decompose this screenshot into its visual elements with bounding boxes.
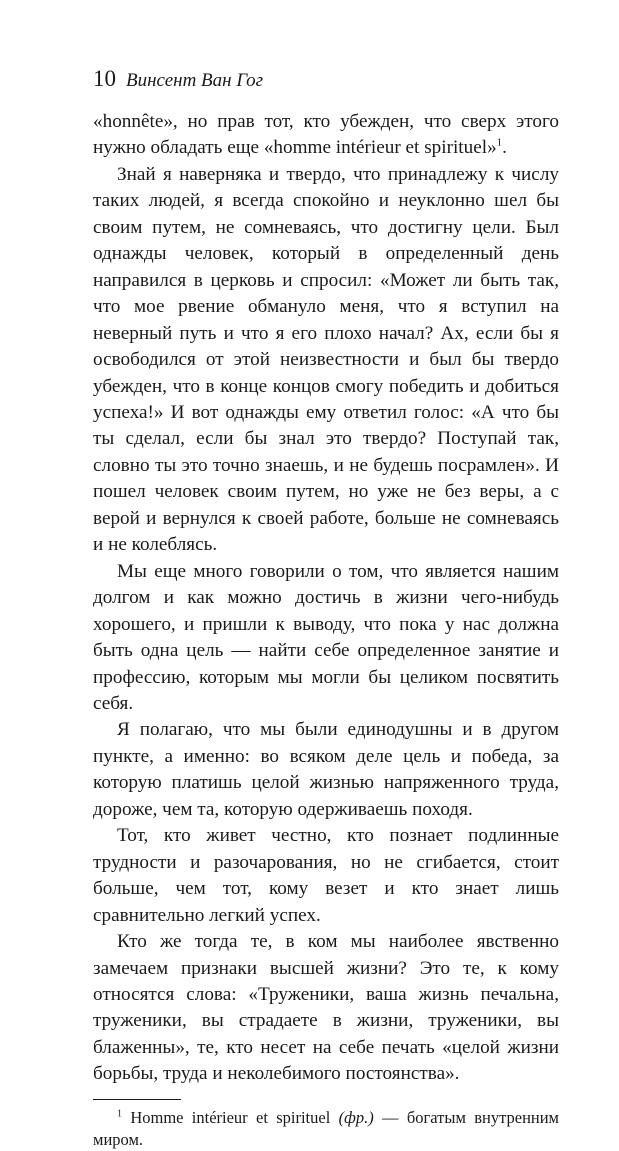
paragraph-4: Я полагаю, что мы были единодушны и в другом пункте, а именно: во всяком деле цель и победа, за которую платишь целой жизнью напряженного труда, дороже, чем та, которую одерживаешь походя. — [93, 719, 559, 820]
footnote-term: Homme intérieur et spirituel — [122, 1107, 339, 1127]
page-header — [93, 66, 559, 96]
footnote-marker: 1 — [117, 1108, 122, 1120]
paragraph-5: Тот, кто живет честно, кто познает подлинные трудности и разочарования, но не сгибается, стоит больше, чем тот, кому везет и кто знает лишь сравнительно легкий успех. — [93, 825, 559, 926]
body-text — [93, 109, 559, 1088]
footnote-language: (фр.) — [338, 1107, 374, 1127]
footnote-divider — [93, 1099, 181, 1100]
paragraph-6: Кто же тогда те, в ком мы наиболее явственно замечаем признаки высшей жизни? Это те, к кому относятся слова: «Труженики, ваша жизнь печальна, труженики, вы страдаете в жизни, труженики, вы блаженны», те, кто несет на себе печать «целой жизни борьбы, труда и неколебимого постоянства». — [93, 931, 559, 1085]
paragraph-1-text: «honnête», но прав тот, кто убежден, что сверх этого нужно обладать еще «homme intérieur et spirituel» — [93, 111, 559, 159]
footnote-reference[interactable]: 1 — [496, 137, 503, 150]
paragraph-3: Мы еще много говорили о том, что является нашим долгом и как можно достичь в жизни чего-нибудь хорошего, и пришли к выводу, что пока у нас должна быть одна цель — найти себе определенное занятие и профессию, которым мы могли бы целиком посвятить себя. — [93, 560, 559, 714]
page — [93, 66, 559, 1151]
paragraph-1 — [93, 109, 559, 162]
page-number: 10 — [93, 66, 116, 91]
running-head: Винсент Ван Гог — [126, 70, 264, 91]
paragraph-2: Знай я наверняка и твердо, что принадлежу к числу таких людей, я всегда спокойно и неуклонно шел бы своим путем, не сомневаясь, что достигну цели. Был однажды человек, который в определенный день направился в церковь и спросил: «Может ли быть так, что мое рвение обмануло меня, что я вступил на неверный путь и что я его плохо начал? Ах, если бы я освободился от этой неизвестности и был бы твердо убежден, что в конце концов смогу победить и добиться успеха!» И вот однажды ему ответил голос: «А что бы ты сделал, если бы знал это твердо? Поступай так, словно ты это точно знаешь, и не будешь посрамлен». И пошел человек своим путем, но уже не без веры, а с верой и вернулся к своей работе, больше не сомневаясь и не колеблясь. — [93, 163, 559, 556]
paragraph-1-end: . — [502, 137, 507, 159]
footnote-translation: — богатым внутренним миром. — [93, 1107, 560, 1149]
footnote — [93, 1107, 559, 1151]
